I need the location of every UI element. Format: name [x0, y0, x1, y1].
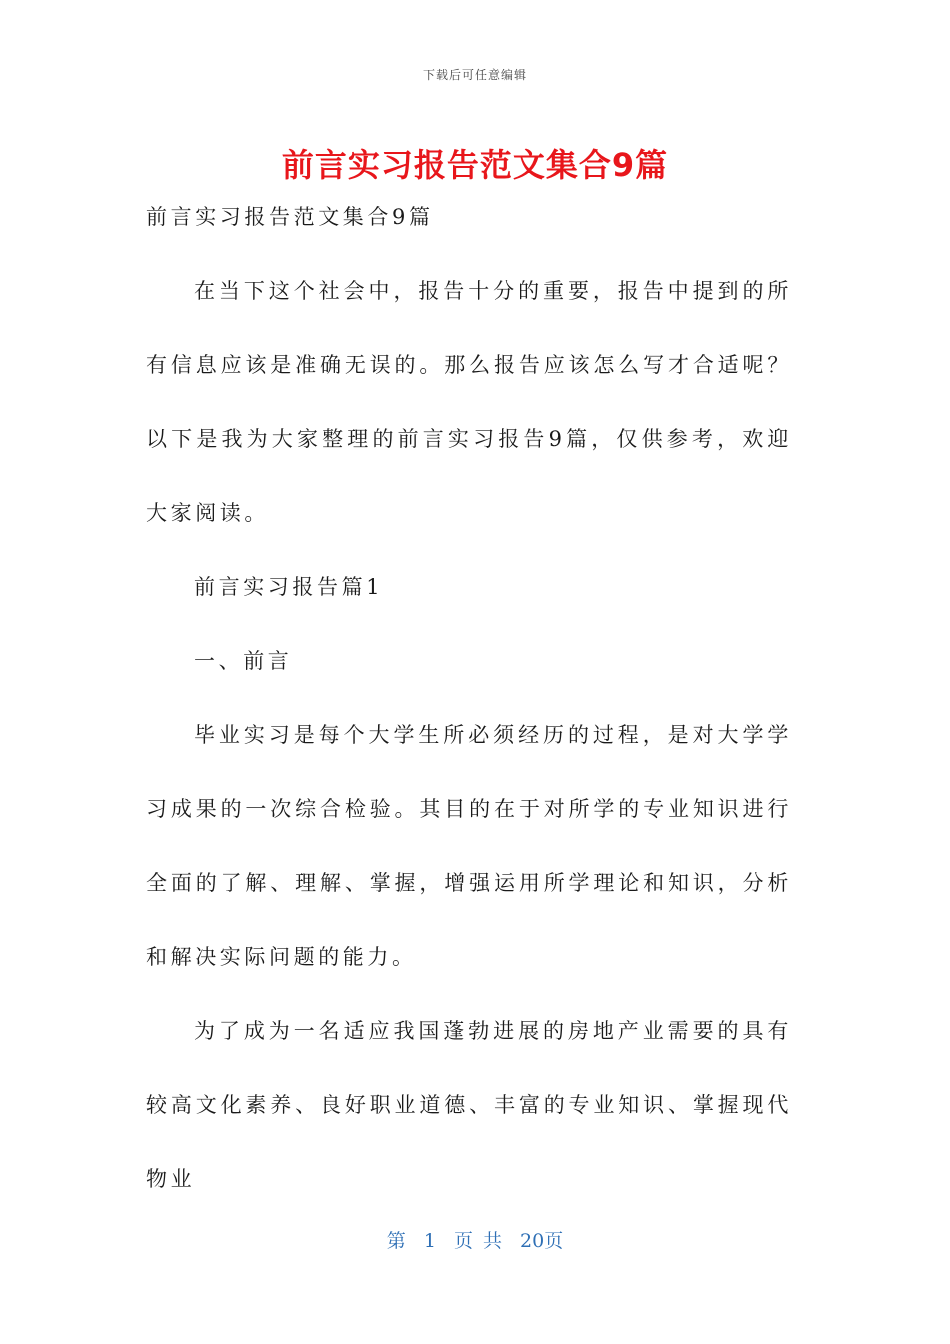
footer-total-pages: 20页	[520, 1230, 564, 1252]
intro-paragraph: 在当下这个社会中，报告十分的重要，报告中提到的所有信息应该是准确无误的。那么报告应该怎么写才合适呢？以下是我为大家整理的前言实习报告9篇，仅供参考，欢迎大家阅读。	[146, 279, 792, 525]
document-title: 前言实习报告范文集合9篇	[281, 146, 669, 184]
footer-prefix: 第	[386, 1230, 406, 1252]
header-note: 下载后可任意编辑	[422, 68, 527, 82]
footer-current-page: 1	[423, 1230, 436, 1252]
subtitle-paragraph: 前言实习报告范文集合9篇	[146, 205, 434, 229]
document-body	[146, 180, 792, 1216]
page-footer	[0, 1226, 950, 1253]
subsection-heading: 一、前言	[194, 649, 293, 673]
footer-middle: 页 共	[453, 1230, 502, 1252]
body-paragraph: 毕业实习是每个大学生所必须经历的过程，是对大学学习成果的一次综合检验。其目的在于对所学的专业知识进行全面的了解、理解、掌握，增强运用所学理论和知识，分析和解决实际问题的能力。	[146, 723, 792, 969]
body-paragraph: 为了成为一名适应我国蓬勃进展的房地产业需要的具有较高文化素养、良好职业道德、丰富的专业知识、掌握现代物业	[146, 1019, 792, 1191]
section-heading: 前言实习报告篇1	[194, 575, 384, 599]
